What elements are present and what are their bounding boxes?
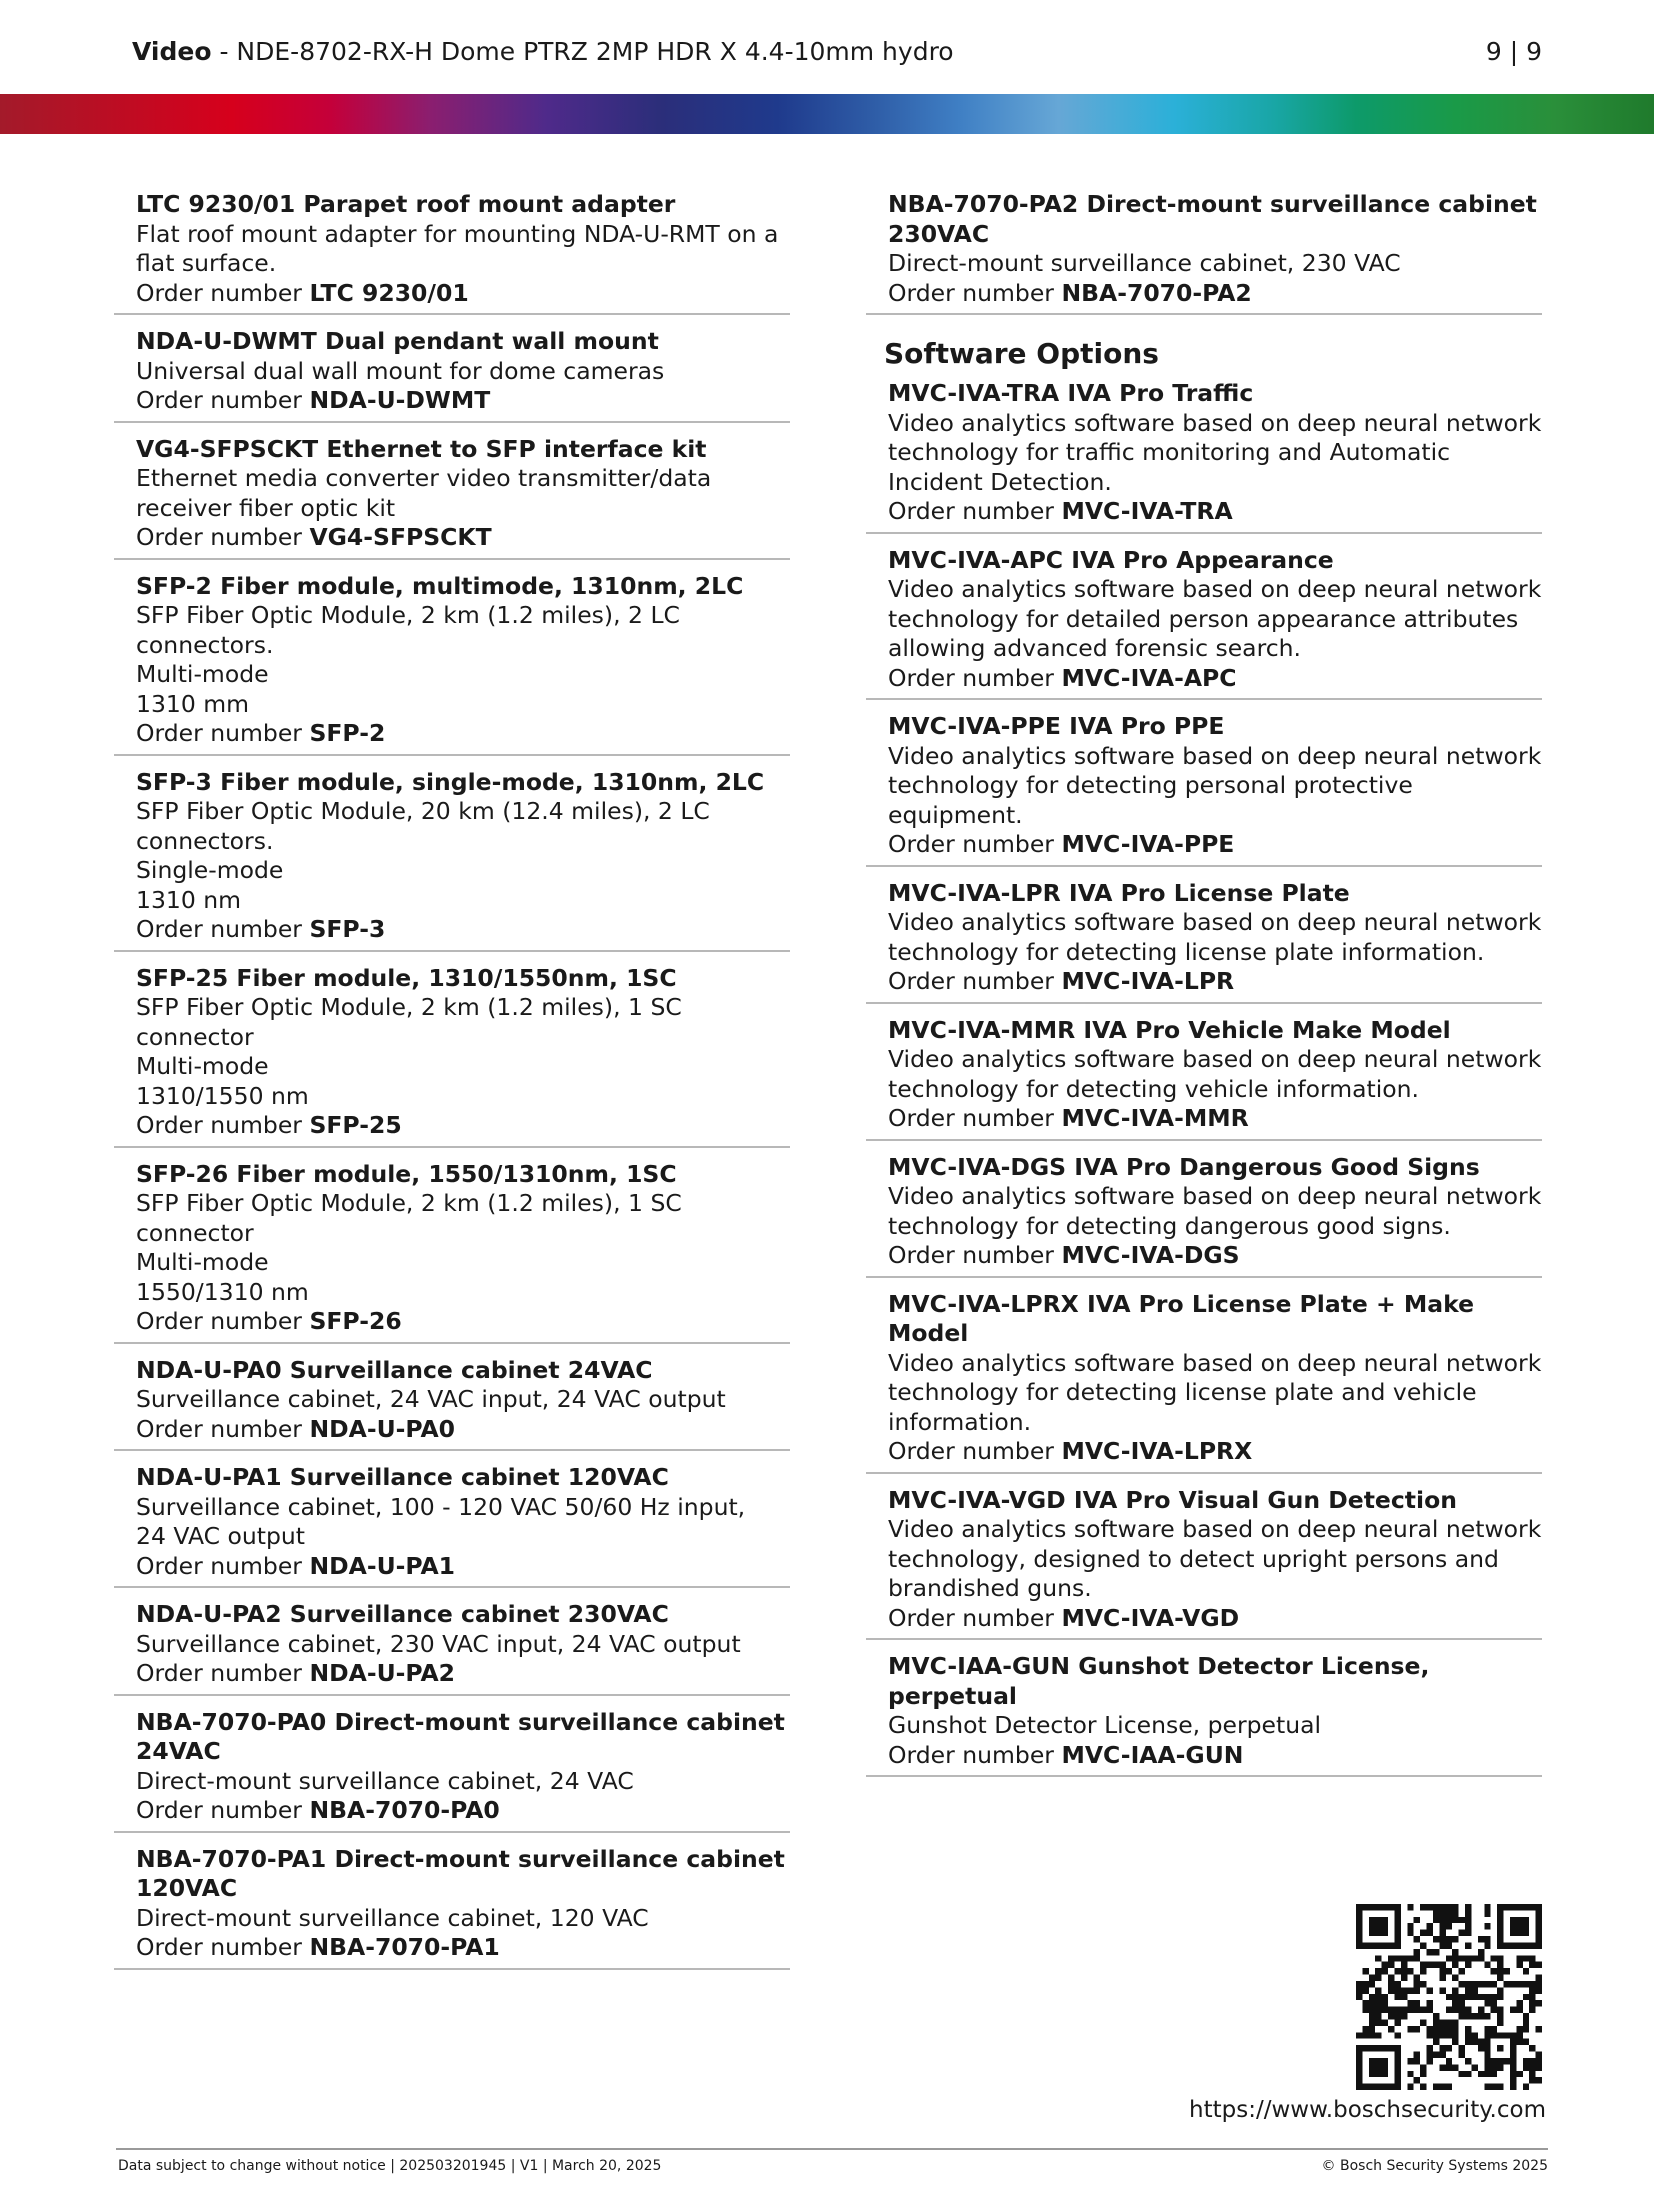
software-options-heading: Software Options bbox=[884, 337, 1159, 370]
product-description-line: connectors. bbox=[136, 826, 274, 855]
product-description-line: 1550/1310 nm bbox=[136, 1277, 309, 1306]
product-entry-nba-7070-pa0 bbox=[114, 1708, 790, 1833]
product-entry-mvc-iva-mmr bbox=[866, 1016, 1542, 1141]
product-description-line: Video analytics software based on deep neural network bbox=[888, 908, 1542, 936]
order-number-value: NDA-U-PA1 bbox=[309, 1551, 456, 1580]
product-entry-mvc-iva-vgd bbox=[866, 1486, 1542, 1641]
order-number-label: Order number bbox=[136, 1659, 310, 1687]
order-number-label: Order number bbox=[888, 663, 1062, 692]
product-description-line: SFP Fiber Optic Module, 2 km (1.2 miles), 1 SC bbox=[136, 993, 682, 1021]
product-description-line: Surveillance cabinet, 100 - 120 VAC 50/60 Hz input, bbox=[136, 1492, 746, 1521]
order-number-label: Order number bbox=[136, 1551, 310, 1580]
order-number-value: MVC-IVA-LPRX bbox=[1061, 1437, 1253, 1465]
order-number-label: Order number bbox=[136, 1111, 310, 1139]
product-entry-nda-u-dwmt bbox=[114, 327, 790, 423]
order-number-value: NDA-U-PA0 bbox=[309, 1414, 456, 1443]
order-number-line bbox=[136, 523, 790, 553]
order-number-line bbox=[136, 386, 790, 416]
order-number-label: Order number bbox=[888, 967, 1062, 995]
order-number-line bbox=[136, 1933, 790, 1963]
product-description-line: 1310 mm bbox=[136, 689, 250, 718]
order-number-line bbox=[136, 719, 790, 749]
product-heading: NBA-7070-PA2 Direct-mount surveillance cabinet 230VAC bbox=[888, 190, 1537, 248]
footer-disclaimer: Data subject to change without notice | 202503201945 | V1 | March 20, 2025 bbox=[118, 2158, 662, 2174]
order-number-label: Order number bbox=[888, 278, 1062, 307]
order-number-label: Order number bbox=[136, 278, 310, 307]
order-number-line bbox=[888, 830, 1542, 860]
order-number-value: SFP-26 bbox=[309, 1307, 402, 1335]
page-header bbox=[132, 34, 1542, 74]
product-heading: SFP-3 Fiber module, single-mode, 1310nm, 2LC bbox=[136, 767, 765, 796]
product-entry-sfp-25 bbox=[114, 964, 790, 1148]
order-number-value: MVC-IAA-GUN bbox=[1061, 1740, 1244, 1769]
product-description-line: Universal dual wall mount for dome cameras bbox=[136, 356, 665, 385]
order-number-value: NBA-7070-PA0 bbox=[309, 1796, 500, 1824]
brand-color-band bbox=[0, 94, 1654, 134]
product-description-line: Video analytics software based on deep neural network bbox=[888, 1045, 1542, 1073]
product-entry-nda-u-pa0 bbox=[114, 1356, 790, 1452]
product-description-line: technology for detecting license plate information. bbox=[888, 937, 1485, 966]
product-description-line: Multi-mode bbox=[136, 1248, 269, 1276]
order-number-line bbox=[136, 915, 790, 945]
product-heading: NDA-U-DWMT Dual pendant wall mount bbox=[136, 327, 659, 355]
order-number-line bbox=[136, 1796, 790, 1826]
order-number-value: LTC 9230/01 bbox=[309, 278, 469, 307]
qr-code-icon bbox=[1356, 1904, 1542, 2090]
left-column bbox=[114, 190, 790, 1982]
document-title bbox=[132, 37, 954, 66]
product-entry-mvc-iva-apc bbox=[866, 546, 1542, 701]
order-number-value: MVC-IVA-PPE bbox=[1061, 830, 1235, 858]
product-entry-nba-7070-pa1 bbox=[114, 1845, 790, 1970]
product-heading: MVC-IAA-GUN Gunshot Detector License, perpetual bbox=[888, 1652, 1430, 1710]
product-entry-sfp-26 bbox=[114, 1160, 790, 1344]
product-heading: MVC-IVA-LPRX IVA Pro License Plate + Make Model bbox=[888, 1289, 1475, 1347]
order-number-value: MVC-IVA-APC bbox=[1061, 663, 1237, 692]
product-description-line: technology for detecting dangerous good signs. bbox=[888, 1211, 1451, 1240]
product-entry-mvc-iaa-gun bbox=[866, 1652, 1542, 1777]
product-heading: LTC 9230/01 Parapet roof mount adapter bbox=[136, 190, 676, 218]
product-description-line: SFP Fiber Optic Module, 2 km (1.2 miles), 2 LC bbox=[136, 601, 680, 629]
order-number-value: SFP-25 bbox=[309, 1111, 402, 1139]
document-title-category: Video bbox=[132, 37, 212, 66]
website-link[interactable]: https://www.boschsecurity.com bbox=[1189, 2097, 1546, 2123]
product-description-line: information. bbox=[888, 1407, 1032, 1436]
order-number-label: Order number bbox=[136, 1414, 310, 1443]
product-entry-mvc-iva-tra bbox=[866, 379, 1542, 534]
order-number-value: VG4-SFPSCKT bbox=[309, 523, 492, 551]
order-number-label: Order number bbox=[136, 1796, 310, 1824]
product-description-line: technology for traffic monitoring and Automatic bbox=[888, 438, 1451, 466]
product-description-line: Direct-mount surveillance cabinet, 120 VAC bbox=[136, 1903, 649, 1932]
product-description-line: Single-mode bbox=[136, 856, 284, 884]
product-description-line: Ethernet media converter video transmitter/data bbox=[136, 464, 712, 492]
order-number-value: MVC-IVA-TRA bbox=[1061, 497, 1233, 525]
product-description-line: Video analytics software based on deep neural network bbox=[888, 1182, 1542, 1210]
product-description-line: Incident Detection. bbox=[888, 467, 1112, 496]
product-description-line: 24 VAC output bbox=[136, 1522, 305, 1550]
product-description-line: Direct-mount surveillance cabinet, 24 VAC bbox=[136, 1766, 634, 1795]
order-number-label: Order number bbox=[136, 719, 310, 747]
product-entry-mvc-iva-ppe bbox=[866, 712, 1542, 867]
order-number-value: MVC-IVA-DGS bbox=[1061, 1241, 1240, 1269]
product-heading: MVC-IVA-LPR IVA Pro License Plate bbox=[888, 878, 1350, 907]
order-number-label: Order number bbox=[136, 1933, 310, 1961]
order-number-line bbox=[888, 967, 1542, 997]
order-number-label: Order number bbox=[136, 915, 310, 943]
product-description-line: technology for detailed person appearance attributes bbox=[888, 604, 1519, 633]
product-entry-mvc-iva-dgs bbox=[866, 1153, 1542, 1278]
order-number-label: Order number bbox=[888, 1603, 1062, 1632]
product-description-line: connector bbox=[136, 1218, 254, 1247]
order-number-line bbox=[136, 1307, 790, 1337]
document-title-product: - NDE-8702-RX-H Dome PTRZ 2MP HDR X 4.4-10mm hydro bbox=[211, 37, 954, 66]
product-heading: NDA-U-PA2 Surveillance cabinet 230VAC bbox=[136, 1600, 669, 1628]
product-entry-mvc-iva-lpr bbox=[866, 879, 1542, 1004]
product-description-line: flat surface. bbox=[136, 249, 277, 277]
order-number-line bbox=[136, 1415, 790, 1445]
product-description-line: allowing advanced forensic search. bbox=[888, 634, 1301, 662]
order-number-value: MVC-IVA-MMR bbox=[1061, 1104, 1249, 1132]
product-description-line: Video analytics software based on deep neural network bbox=[888, 1515, 1542, 1543]
product-description-line: Gunshot Detector License, perpetual bbox=[888, 1711, 1322, 1739]
order-number-label: Order number bbox=[888, 1241, 1062, 1269]
page-number: 9 | 9 bbox=[1485, 37, 1542, 66]
order-number-value: SFP-2 bbox=[309, 719, 386, 747]
product-heading: MVC-IVA-APC IVA Pro Appearance bbox=[888, 545, 1334, 574]
footer-copyright: © Bosch Security Systems 2025 bbox=[1321, 2158, 1548, 2174]
product-description-line: Multi-mode bbox=[136, 1052, 269, 1080]
product-description-line: Multi-mode bbox=[136, 660, 269, 688]
product-heading: NBA-7070-PA0 Direct-mount surveillance cabinet 24VAC bbox=[136, 1707, 785, 1765]
product-entry-nda-u-pa2 bbox=[114, 1600, 790, 1696]
order-number-label: Order number bbox=[888, 1740, 1062, 1769]
order-number-label: Order number bbox=[888, 1437, 1062, 1465]
product-heading: SFP-26 Fiber module, 1550/1310nm, 1SC bbox=[136, 1159, 677, 1188]
product-description-line: Flat roof mount adapter for mounting NDA-U-RMT on a bbox=[136, 219, 779, 248]
product-entry-sfp-2 bbox=[114, 572, 790, 756]
order-number-value: NDA-U-PA2 bbox=[309, 1659, 456, 1687]
product-heading: NDA-U-PA1 Surveillance cabinet 120VAC bbox=[136, 1463, 669, 1491]
order-number-line bbox=[888, 1604, 1542, 1634]
order-number-line bbox=[888, 1241, 1542, 1271]
product-description-line: Video analytics software based on deep neural network bbox=[888, 575, 1542, 603]
product-heading: NBA-7070-PA1 Direct-mount surveillance cabinet 120VAC bbox=[136, 1844, 785, 1902]
right-column bbox=[866, 190, 1542, 1789]
order-number-value: MVC-IVA-VGD bbox=[1061, 1603, 1240, 1632]
product-description-line: equipment. bbox=[888, 800, 1023, 829]
product-description-line: Video analytics software based on deep neural network bbox=[888, 1348, 1542, 1377]
order-number-label: Order number bbox=[888, 1104, 1062, 1132]
order-number-line bbox=[888, 497, 1542, 527]
product-description-line: receiver fiber optic kit bbox=[136, 493, 396, 522]
product-heading: MVC-IVA-MMR IVA Pro Vehicle Make Model bbox=[888, 1015, 1451, 1044]
order-number-label: Order number bbox=[888, 497, 1062, 525]
order-number-line bbox=[888, 1741, 1542, 1771]
order-number-label: Order number bbox=[888, 830, 1062, 858]
product-description-line: 1310/1550 nm bbox=[136, 1081, 309, 1110]
product-description-line: connector bbox=[136, 1022, 254, 1051]
order-number-line bbox=[136, 279, 790, 309]
order-number-value: NDA-U-DWMT bbox=[309, 386, 491, 414]
order-number-label: Order number bbox=[136, 386, 310, 414]
product-description-line: technology for detecting vehicle information. bbox=[888, 1074, 1419, 1103]
product-description-line: Video analytics software based on deep neural network bbox=[888, 741, 1542, 770]
order-number-value: NBA-7070-PA1 bbox=[309, 1933, 500, 1961]
product-entry-nda-u-pa1 bbox=[114, 1463, 790, 1588]
product-description-line: SFP Fiber Optic Module, 2 km (1.2 miles), 1 SC bbox=[136, 1189, 682, 1217]
order-number-label: Order number bbox=[136, 1307, 310, 1335]
order-number-label: Order number bbox=[136, 523, 310, 551]
product-description-line: technology for detecting license plate and vehicle bbox=[888, 1378, 1477, 1406]
product-entry-ltc-9230-01 bbox=[114, 190, 790, 315]
footer-divider bbox=[116, 2148, 1548, 2150]
product-description-line: technology for detecting personal protective bbox=[888, 771, 1413, 799]
order-number-line bbox=[136, 1552, 790, 1582]
order-number-value: NBA-7070-PA2 bbox=[1061, 278, 1252, 307]
product-description-line: SFP Fiber Optic Module, 20 km (12.4 miles), 2 LC bbox=[136, 797, 710, 825]
product-heading: MVC-IVA-PPE IVA Pro PPE bbox=[888, 712, 1225, 740]
order-number-line bbox=[888, 664, 1542, 694]
product-description-line: Direct-mount surveillance cabinet, 230 VAC bbox=[888, 249, 1401, 277]
product-heading: SFP-2 Fiber module, multimode, 1310nm, 2LC bbox=[136, 571, 744, 600]
order-number-line bbox=[136, 1659, 790, 1689]
product-description-line: technology, designed to detect upright persons and bbox=[888, 1544, 1499, 1573]
product-heading: VG4-SFPSCKT Ethernet to SFP interface kit bbox=[136, 434, 707, 463]
product-entry-sfp-3 bbox=[114, 768, 790, 952]
product-heading: MVC-IVA-DGS IVA Pro Dangerous Good Signs bbox=[888, 1152, 1480, 1181]
order-number-value: SFP-3 bbox=[309, 915, 386, 943]
order-number-line bbox=[888, 1104, 1542, 1134]
product-description-line: Surveillance cabinet, 230 VAC input, 24 VAC output bbox=[136, 1629, 741, 1658]
product-description-line: brandished guns. bbox=[888, 1574, 1092, 1602]
product-entry-vg4-sfpsckt bbox=[114, 435, 790, 560]
order-number-value: MVC-IVA-LPR bbox=[1061, 967, 1235, 995]
product-description-line: Video analytics software based on deep neural network bbox=[888, 408, 1542, 437]
product-description-line: connectors. bbox=[136, 630, 274, 659]
product-heading: MVC-IVA-VGD IVA Pro Visual Gun Detection bbox=[888, 1485, 1457, 1514]
product-entry-nba-7070-pa2 bbox=[866, 190, 1542, 315]
order-number-line bbox=[136, 1111, 790, 1141]
product-entry-mvc-iva-lprx bbox=[866, 1290, 1542, 1474]
product-description-line: 1310 nm bbox=[136, 885, 242, 914]
order-number-line bbox=[888, 279, 1542, 309]
order-number-line bbox=[888, 1437, 1542, 1467]
product-description-line: Surveillance cabinet, 24 VAC input, 24 VAC output bbox=[136, 1385, 726, 1413]
product-heading: MVC-IVA-TRA IVA Pro Traffic bbox=[888, 379, 1254, 407]
product-heading: SFP-25 Fiber module, 1310/1550nm, 1SC bbox=[136, 963, 677, 992]
product-heading: NDA-U-PA0 Surveillance cabinet 24VAC bbox=[136, 1355, 653, 1384]
